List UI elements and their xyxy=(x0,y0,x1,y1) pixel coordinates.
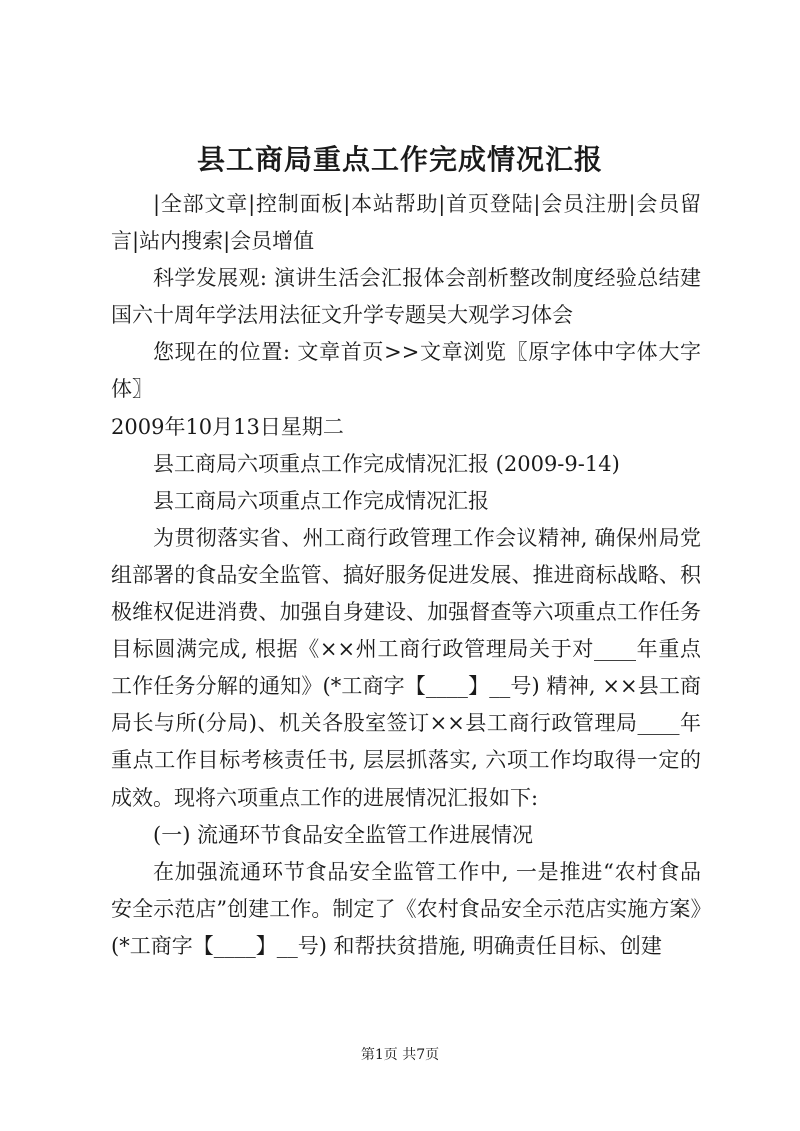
article-title: 县工商局六项重点工作完成情况汇报 xyxy=(153,488,489,513)
nav-links-text: |全部文章|控制面板|本站帮助|首页登陆|会员注册|会员留言|站内搜索|会员增值 xyxy=(111,192,701,254)
document-body xyxy=(111,186,701,965)
page-footer: 第1页 共7页 xyxy=(360,1047,440,1063)
categories-text: 科学发展观: 演讲生活会汇报体会剖析整改制度经验总结建国六十周年学法用法征文升学专题吴大观学习体会 xyxy=(111,266,701,328)
document-title: 县工商局重点工作完成情况汇报 xyxy=(196,143,603,176)
location-text: 您现在的位置: 文章首页>>文章浏览〖原字体中字体大字体〗 xyxy=(111,340,701,402)
article-title-dated: 县工商局六项重点工作完成情况汇报 (2009-9-14) xyxy=(153,451,620,476)
paragraph-2: 在加强流通环节食品安全监管工作中, 一是推进“农村食品安全示范店”创建工作。制定了《农村食品安全示范店实施方案》(*工商字【____】__号) 和帮扶贫措施, 明确责任目标、创建 xyxy=(111,859,701,958)
section-1-heading: (一) 流通环节食品安全监管工作进展情况 xyxy=(153,822,534,847)
date-text: 2009年10月13日星期二 xyxy=(111,414,344,439)
paragraph-1: 为贯彻落实省、州工商行政管理工作会议精神, 确保州局党组部署的食品安全监管、搞好服务促进发展、推进商标战略、积极维权促进消费、加强自身建设、加强督查等六项重点工作任务目标圆满完成, 根据《××州工商行政管理局关于对____年重点工作任务分解的通知》(*工商字【____】__号) 精神, ××县工商局长与所(分局)、机关各股室签订××县工商行政管理局____年重点工作目标考核责任书, 层层抓落实, 六项工作均取得一定的成效。现将六项重点工作的进展情况汇报如下: xyxy=(111,525,701,810)
